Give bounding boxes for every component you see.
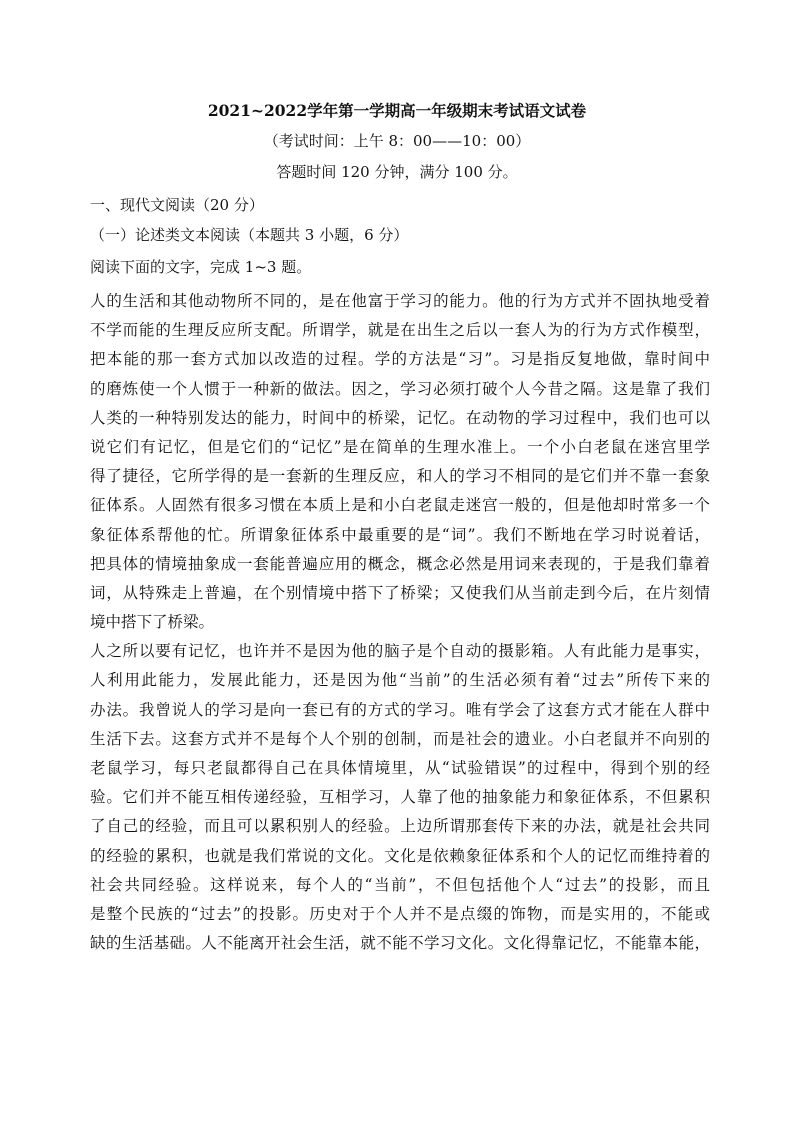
text-line: 缺的生活基础。人不能离开社会生活，就不能不学习文化。文化得靠记忆，不能靠本能， <box>90 934 710 953</box>
text-line: 生活下去。这套方式并不是每个人个别的创制，而是社会的遗业。小白老鼠并不向别的 <box>90 729 710 748</box>
text-line: 把具体的情境抽象成一套能普遍应用的概念，概念必然是用词来表现的，于是我们靠着 <box>90 554 710 573</box>
text-line: 人的生活和其他动物所不同的，是在他富于学习的能力。他的行为方式并不固执地受着 <box>90 292 710 310</box>
passage <box>90 287 710 958</box>
passage-paragraph-1 <box>90 287 710 637</box>
text-line: 象征体系帮他的忙。所谓象征体系中最重要的是“词”。我们不断地在学习时说着话， <box>90 525 710 544</box>
text-line: 社会共同经验。这样说来，每个人的“当前”，不但包括他个人“过去”的投影，而且 <box>90 875 710 894</box>
text-line: 老鼠学习，每只老鼠都得自己在具体情境里，从“试验错误”的过程中，得到个别的经 <box>90 759 710 777</box>
text-line: 办法。我曾说人的学习是向一套已有的方式的学习。唯有学会了这套方式才能在人群中 <box>90 700 710 719</box>
text-line: 人类的一种特别发达的能力，时间中的桥梁，记忆。在动物的学习过程中，我们也可以 <box>90 408 710 427</box>
text-line: 境中搭下了桥梁。 <box>90 613 215 632</box>
text-line: 说它们有记忆，但是它们的“记忆”是在简单的生理水准上。一个小白老鼠在迷宫里学 <box>90 437 710 456</box>
text-line: 把本能的那一套方式加以改造的过程。学的方法是“习”。习是指反复地做，靠时间中 <box>90 350 710 369</box>
text-line: 了自己的经验，而且可以累积别人的经验。上边所谓那套传下来的办法，就是社会共同 <box>90 817 710 836</box>
duration-note: 答题时间 120 分钟，满分 100 分。 <box>276 163 518 181</box>
text-line: 征体系。人固然有很多习惯在本质上是和小白老鼠走迷宫一般的，但是他却时常多一个 <box>90 496 710 515</box>
text-line: 人之所以要有记忆，也许并不是因为他的脑子是个自动的摄影箱。人有此能力是事实， <box>90 642 710 661</box>
text-line: 的磨炼使一个人惯于一种新的做法。因之，学习必须打破个人今昔之隔。这是靠了我们 <box>90 379 710 398</box>
text-line: 人利用此能力，发展此能力，还是因为他“当前”的生活必须有着“过去”所传下来的 <box>90 671 710 690</box>
reading-instruction: 阅读下面的文字，完成 1~3 题。 <box>90 258 312 276</box>
text-line: 词，从特殊走上普遍，在个别情境中搭下了桥梁；又使我们从当前走到今后，在片刻情 <box>90 583 710 602</box>
exam-title: 2021~2022学年第一学期高一年级期末考试语文试卷 <box>207 101 587 120</box>
text-line: 得了捷径，它所学得的是一套新的生理反应，和人的学习不相同的是它们并不靠一套象 <box>90 467 710 486</box>
exam-time: （考试时间：上午 8：00——10：00） <box>263 132 531 150</box>
text-line: 的经验的累积，也就是我们常说的文化。文化是依赖象征体系和个人的记忆而维持着的 <box>90 846 710 865</box>
subsection-heading: （一）论述类文本阅读（本题共 3 小题，6 分） <box>90 226 409 244</box>
text-line: 是整个民族的“过去”的投影。历史对于个人并不是点缀的饰物，而是实用的，不能或 <box>90 904 710 923</box>
section-heading: 一、现代文阅读（20 分） <box>90 196 264 214</box>
passage-paragraph-2 <box>90 637 710 958</box>
text-line: 不学而能的生理反应所支配。所谓学，就是在出生之后以一套人为的行为方式作模型， <box>90 321 710 340</box>
text-line: 验。它们并不能互相传递经验，互相学习，人靠了他的抽象能力和象征体系，不但累积 <box>90 788 710 807</box>
